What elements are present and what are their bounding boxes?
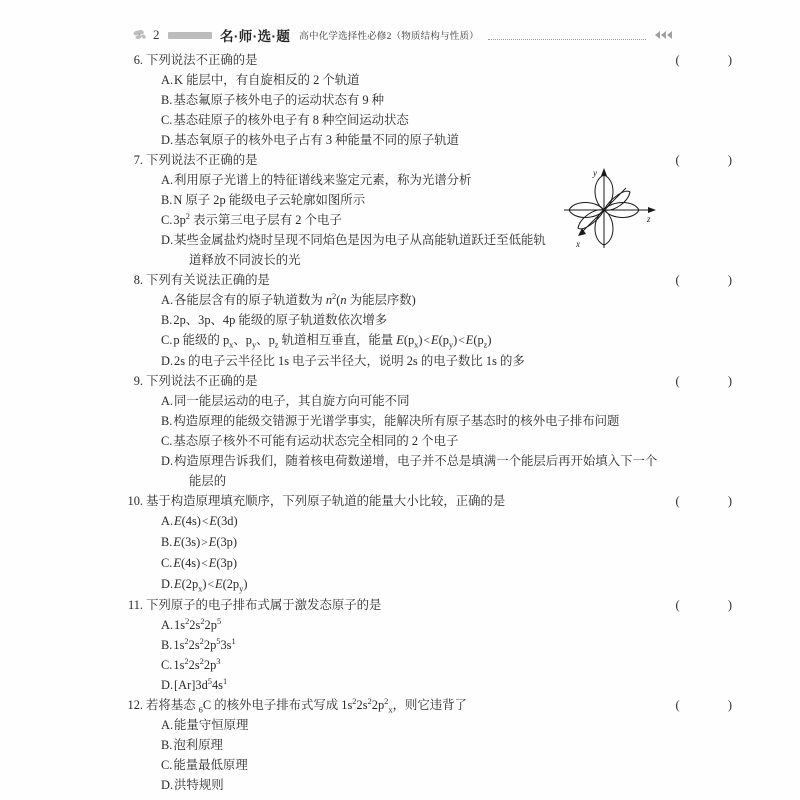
option-a[interactable] xyxy=(0,715,800,735)
answer-bracket[interactable]: ( ) xyxy=(675,698,746,712)
option-text: 利用原子光谱上的特征谱线来鉴定元素，称为光谱分析 xyxy=(174,173,472,187)
question-7 xyxy=(0,150,800,270)
option-label: B. xyxy=(161,738,173,752)
option-label: B. xyxy=(161,313,173,327)
question-9 xyxy=(0,371,800,491)
double-left-arrow-icon xyxy=(655,31,672,39)
option-label: A. xyxy=(161,173,174,187)
question-text: 下列说法不正确的是 xyxy=(146,374,258,388)
flower-ornament-icon xyxy=(132,28,148,42)
axis-label-y: y xyxy=(593,168,597,178)
option-b[interactable] xyxy=(0,190,800,210)
option-text: 能量最低原理 xyxy=(173,758,248,772)
question-text: 下列有关说法正确的是 xyxy=(146,273,270,287)
option-text: 各能层含有的原子轨道数为 $n^2(n$ 为能层序数) xyxy=(174,290,416,307)
option-text: p 能级的 $p_x$、$p_y$、$p_z$ 轨道相互垂直，能量 $E(p_x)<E(p_y)<E(p_z)$ xyxy=(173,333,492,350)
option-label: D. xyxy=(161,577,174,591)
option-d[interactable] xyxy=(0,451,800,491)
question-number: 8. xyxy=(133,273,143,287)
option-label: C. xyxy=(161,658,173,672)
option-label: B. xyxy=(161,535,173,549)
option-a[interactable] xyxy=(0,615,800,635)
option-text: N 原子 2p 能级电子云轮廓如图所示 xyxy=(173,193,366,207)
header-rule-block xyxy=(168,32,212,39)
option-b[interactable] xyxy=(0,635,800,655)
option-label: C. xyxy=(161,113,173,127)
option-text: 同一能层运动的电子，其自旋方向可能不同 xyxy=(174,394,410,408)
question-stem xyxy=(0,695,800,715)
option-label: A. xyxy=(161,718,174,732)
question-number: 11. xyxy=(127,598,143,612)
option-text: 能量守恒原理 xyxy=(174,718,249,732)
answer-bracket[interactable]: ( ) xyxy=(675,598,746,612)
option-c[interactable] xyxy=(0,553,800,574)
option-text: K 能层中，有自旋相反的 2 个轨道 xyxy=(174,73,360,87)
option-text: $3p^2$ 表示第三电子层有 2 个电子 xyxy=(173,210,342,227)
question-text: 若将基态 $_6$C 的核外电子排布式写成 $1s^22s^22p^2_x$，则它违背了 xyxy=(146,695,467,715)
option-label: A. xyxy=(161,293,174,307)
question-number: 7. xyxy=(133,153,143,167)
option-text: 基态氧原子的核外电子占有 3 种能量不同的原子轨道 xyxy=(174,133,460,147)
option-label: D. xyxy=(161,678,174,692)
answer-bracket[interactable]: ( ) xyxy=(675,153,746,167)
answer-bracket[interactable]: ( ) xyxy=(675,374,746,388)
option-a[interactable] xyxy=(0,70,800,90)
option-d[interactable] xyxy=(0,351,800,371)
question-stem xyxy=(0,270,800,290)
question-text: 下列说法不正确的是 xyxy=(146,53,258,67)
option-d[interactable] xyxy=(0,675,800,695)
option-c[interactable] xyxy=(0,330,800,351)
question-number: 9. xyxy=(133,374,143,388)
option-b[interactable] xyxy=(0,532,800,553)
option-d[interactable] xyxy=(0,574,800,595)
option-a[interactable] xyxy=(0,391,800,411)
option-d[interactable] xyxy=(0,775,800,795)
option-c[interactable] xyxy=(0,655,800,675)
option-b[interactable] xyxy=(0,411,800,431)
option-label: B. xyxy=(161,193,173,207)
option-label: D. xyxy=(161,454,174,468)
answer-bracket[interactable]: ( ) xyxy=(675,53,746,67)
question-text: 下列说法不正确的是 xyxy=(146,153,258,167)
question-stem xyxy=(0,371,800,391)
header-dot-leader xyxy=(488,30,646,40)
option-label: B. xyxy=(161,93,173,107)
answer-bracket[interactable]: ( ) xyxy=(675,273,746,287)
page-number: 2 xyxy=(153,27,160,42)
option-a[interactable] xyxy=(0,290,800,310)
axis-label-z: z xyxy=(647,214,651,224)
question-12 xyxy=(0,695,800,795)
option-text: 构造原理的能级交错源于光谱学事实，能解决所有原子基态时的核外电子排布问题 xyxy=(173,414,620,428)
option-c[interactable] xyxy=(0,210,800,230)
page-running-header xyxy=(132,24,672,46)
option-label: A. xyxy=(161,618,174,632)
option-d[interactable] xyxy=(0,230,800,270)
question-text: 下列原子的电子排布式属于激发态原子的是 xyxy=(146,598,382,612)
axis-label-x: x xyxy=(576,239,580,249)
option-c[interactable] xyxy=(0,755,800,775)
p-orbital-cloud-diagram xyxy=(548,162,668,258)
option-text: $1s^22s^22p^5$ xyxy=(174,615,222,632)
option-a[interactable] xyxy=(0,511,800,532)
option-c[interactable] xyxy=(0,110,800,130)
option-label: A. xyxy=(161,73,174,87)
option-label: D. xyxy=(161,778,174,792)
option-text: 2p、3p、4p 能级的原子轨道数依次增多 xyxy=(173,313,388,327)
option-a[interactable] xyxy=(0,170,800,190)
option-b[interactable] xyxy=(0,90,800,110)
header-brand: 名·师·选·题 xyxy=(220,29,291,44)
question-number: 12. xyxy=(127,698,143,712)
option-label: C. xyxy=(161,213,173,227)
option-text: $1s^22s^22p^53s^1$ xyxy=(173,635,236,652)
option-label: B. xyxy=(161,638,173,652)
answer-bracket[interactable]: ( ) xyxy=(675,494,746,508)
option-label: C. xyxy=(161,333,173,347)
option-c[interactable] xyxy=(0,431,800,451)
option-label: B. xyxy=(161,414,173,428)
question-stem xyxy=(0,491,800,511)
option-text: $[Ar]3d^54s^1$ xyxy=(174,675,228,692)
question-list xyxy=(0,50,800,795)
option-text: 泡利原理 xyxy=(173,738,223,752)
question-number: 6. xyxy=(133,53,143,67)
option-text: 洪特规则 xyxy=(174,778,224,792)
option-label: C. xyxy=(161,758,173,772)
option-label: D. xyxy=(161,354,174,368)
option-text: 基态氟原子核外电子的运动状态有 9 种 xyxy=(173,93,385,107)
option-text: 基态硅原子的核外电子有 8 种空间运动状态 xyxy=(173,113,409,127)
question-stem xyxy=(0,150,800,170)
option-text: 某些金属盐灼烧时呈现不同焰色是因为电子从高能轨道跃迁至低能轨 xyxy=(174,233,546,247)
option-d[interactable] xyxy=(0,130,800,150)
question-6 xyxy=(0,50,800,150)
option-text: 2s 的电子云半径比 1s 电子云半径大，说明 2s 的电子数比 1s 的多 xyxy=(174,354,525,368)
option-label: A. xyxy=(161,394,174,408)
option-label: C. xyxy=(161,556,173,570)
option-b[interactable] xyxy=(0,735,800,755)
option-label: A. xyxy=(161,514,174,528)
option-continuation: 道释放不同波长的光 xyxy=(189,253,301,267)
option-text: E(3s)>E(3p) xyxy=(173,535,237,549)
option-label: D. xyxy=(161,133,174,147)
option-text: 基态原子核外不可能有运动状态完全相同的 2 个电子 xyxy=(173,434,459,448)
option-label: D. xyxy=(161,233,174,247)
option-text: E(4s)<E(3p) xyxy=(173,556,237,570)
question-stem xyxy=(0,595,800,615)
header-subtitle: 高中化学选择性必修2（物质结构与性质） xyxy=(299,32,479,42)
option-label: C. xyxy=(161,434,173,448)
question-stem xyxy=(0,50,800,70)
option-text: 构造原理告诉我们，随着核电荷数递增，电子并不总是填满一个能层后再开始填入下一个 xyxy=(174,454,658,468)
question-10 xyxy=(0,491,800,595)
question-number: 10. xyxy=(127,494,143,508)
question-11 xyxy=(0,595,800,695)
question-text: 基于构造原理填充顺序，下列原子轨道的能量大小比较，正确的是 xyxy=(146,494,506,508)
option-text: $1s^22s^22p^3$ xyxy=(173,655,221,672)
option-text: $E(2p_x)<E(2p_y)$ xyxy=(174,577,248,594)
option-b[interactable] xyxy=(0,310,800,330)
question-8 xyxy=(0,270,800,371)
option-text: E(4s)<E(3d) xyxy=(174,514,238,528)
option-continuation: 能层的 xyxy=(189,474,227,488)
